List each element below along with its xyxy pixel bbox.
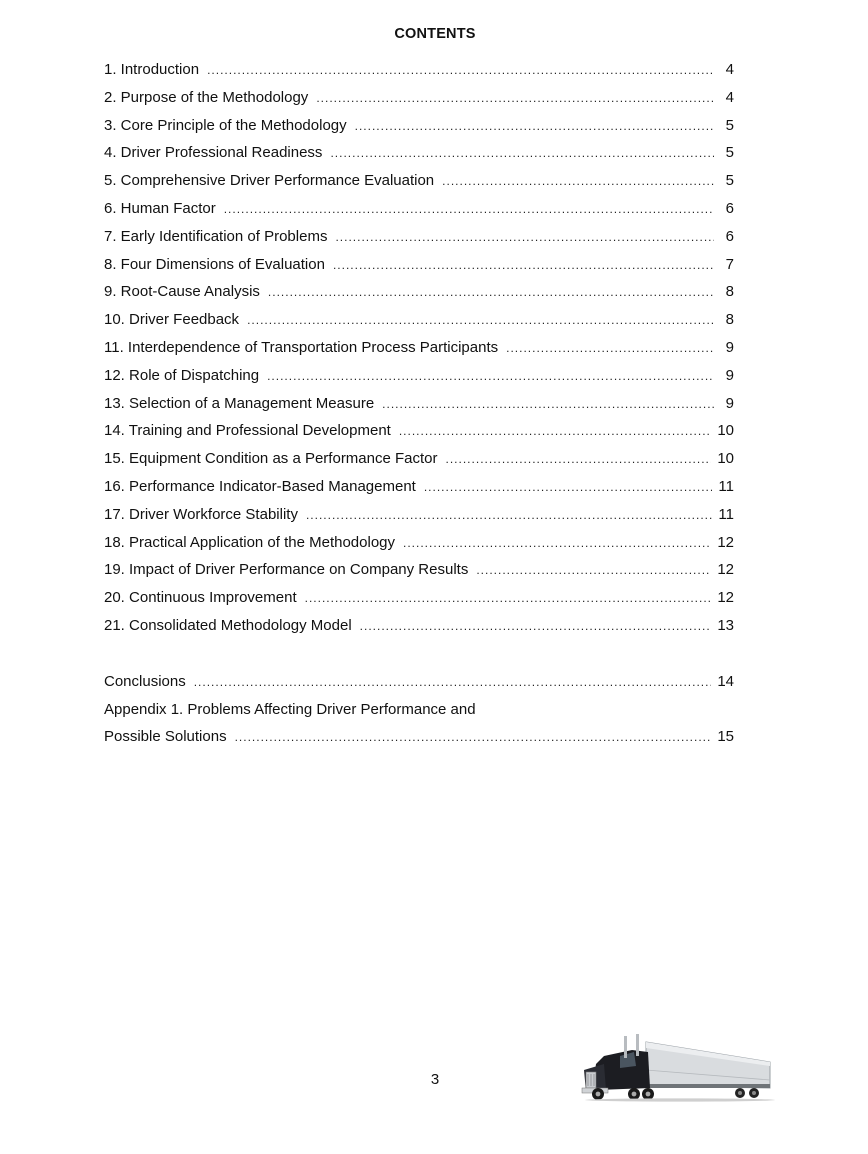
dot-leader xyxy=(316,85,714,113)
toc-entry-label: 13. Selection of a Management Measure xyxy=(104,394,375,412)
section-gap xyxy=(104,640,734,668)
dot-leader xyxy=(382,391,714,419)
toc-entry-label: 14. Training and Professional Development xyxy=(104,422,391,440)
dot-leader xyxy=(355,113,714,141)
dot-leader xyxy=(399,418,711,446)
dot-leader xyxy=(335,224,714,252)
toc-entry-18[interactable] xyxy=(104,529,734,557)
toc-entry-page: 9 xyxy=(725,394,734,412)
toc-entry-label: Possible Solutions xyxy=(104,728,227,746)
toc-entry-11[interactable] xyxy=(104,334,734,362)
toc-entry-label: 15. Equipment Condition as a Performance Factor xyxy=(104,450,438,468)
dot-leader xyxy=(305,585,712,613)
dot-leader xyxy=(333,252,714,280)
toc-entry-19[interactable] xyxy=(104,556,734,584)
toc-entry-4[interactable] xyxy=(104,139,734,167)
toc-entry-label: 18. Practical Application of the Methodology xyxy=(104,533,396,551)
toc-entry-label: 6. Human Factor xyxy=(104,199,216,217)
toc-entry-label: 2. Purpose of the Methodology xyxy=(104,88,309,106)
dot-leader xyxy=(506,335,714,363)
toc-entry-page: 7 xyxy=(725,255,734,273)
toc-entry-page: 4 xyxy=(725,88,734,106)
toc-entry-17[interactable] xyxy=(104,501,734,529)
toc-entry-page: 14 xyxy=(717,672,734,690)
page-title: CONTENTS xyxy=(394,26,476,42)
toc-entry-label: Conclusions xyxy=(104,672,186,690)
dot-leader xyxy=(446,446,712,474)
dot-leader xyxy=(442,168,714,196)
toc-entry-page: 5 xyxy=(725,144,734,162)
toc-entry-label: 1. Introduction xyxy=(104,61,200,78)
toc-entry-page: 5 xyxy=(725,172,734,190)
toc-entry-3[interactable] xyxy=(104,112,734,140)
toc-entry-label: 20. Continuous Improvement xyxy=(104,589,297,607)
toc-entry-page: 12 xyxy=(717,589,734,607)
dot-leader xyxy=(306,502,712,530)
dot-leader xyxy=(330,140,714,168)
dot-leader xyxy=(247,307,714,335)
toc-entry-appendix-line1[interactable] xyxy=(104,696,734,724)
page-number: 3 xyxy=(430,1071,440,1088)
toc-entry-15[interactable] xyxy=(104,445,734,473)
toc-entry-appendix-line2[interactable] xyxy=(104,723,734,751)
table-of-contents xyxy=(104,56,734,751)
toc-entry-page: 6 xyxy=(725,199,734,217)
toc-entry-1[interactable] xyxy=(104,56,734,84)
toc-entry-label: 12. Role of Dispatching xyxy=(104,366,260,384)
toc-entry-label: 7. Early Identification of Problems xyxy=(104,227,328,245)
toc-entry-5[interactable] xyxy=(104,167,734,195)
dot-leader xyxy=(194,669,712,697)
toc-entry-6[interactable] xyxy=(104,195,734,223)
dot-leader xyxy=(235,724,712,752)
toc-entry-page: 11 xyxy=(718,505,734,523)
toc-entry-label: 17. Driver Workforce Stability xyxy=(104,505,298,523)
toc-entry-label: 10. Driver Feedback xyxy=(104,311,240,329)
toc-entry-page: 15 xyxy=(717,728,734,746)
toc-entry-page: 8 xyxy=(725,311,734,329)
dot-leader xyxy=(207,57,714,85)
toc-entry-12[interactable] xyxy=(104,362,734,390)
toc-entry-label: 16. Performance Indicator-Based Management xyxy=(104,477,416,495)
toc-entry-label: 9. Root-Cause Analysis xyxy=(104,283,260,301)
dot-leader xyxy=(268,279,714,307)
toc-entry-9[interactable] xyxy=(104,278,734,306)
toc-entry-21[interactable] xyxy=(104,612,734,640)
dot-leader xyxy=(424,474,713,502)
toc-entry-page: 4 xyxy=(725,61,734,78)
dot-leader xyxy=(360,613,712,641)
toc-entry-16[interactable] xyxy=(104,473,734,501)
toc-entry-page: 9 xyxy=(725,338,734,356)
toc-entry-label: 21. Consolidated Methodology Model xyxy=(104,616,352,634)
toc-entry-14[interactable] xyxy=(104,417,734,445)
toc-entry-page: 11 xyxy=(718,477,734,495)
toc-entry-page: 6 xyxy=(725,227,734,245)
semi-truck-icon xyxy=(580,1030,775,1102)
toc-entry-page: 5 xyxy=(725,116,734,134)
toc-entry-label: 11. Interdependence of Transportation Process Participants xyxy=(104,338,499,356)
toc-entry-label: 19. Impact of Driver Performance on Company Results xyxy=(104,561,469,579)
toc-entry-2[interactable] xyxy=(104,84,734,112)
toc-entry-page: 12 xyxy=(717,533,734,551)
toc-entry-13[interactable] xyxy=(104,390,734,418)
toc-entry-10[interactable] xyxy=(104,306,734,334)
toc-entry-page: 13 xyxy=(717,616,734,634)
toc-entry-7[interactable] xyxy=(104,223,734,251)
toc-entry-page: 9 xyxy=(725,366,734,384)
toc-entry-conclusions[interactable] xyxy=(104,668,734,696)
toc-entry-label: 8. Four Dimensions of Evaluation xyxy=(104,255,325,273)
dot-leader xyxy=(224,196,714,224)
toc-entry-label: Appendix 1. Problems Affecting Driver Performance and xyxy=(104,700,476,718)
dot-leader xyxy=(403,530,711,558)
dot-leader xyxy=(476,557,711,585)
toc-entry-page: 10 xyxy=(717,422,734,440)
toc-entry-8[interactable] xyxy=(104,251,734,279)
toc-entry-label: 5. Comprehensive Driver Performance Evaluation xyxy=(104,172,435,190)
toc-entry-page: 12 xyxy=(717,561,734,579)
dot-leader xyxy=(267,363,714,391)
toc-entry-page: 10 xyxy=(717,450,734,468)
toc-entry-label: 4. Driver Professional Readiness xyxy=(104,144,323,162)
toc-entry-label: 3. Core Principle of the Methodology xyxy=(104,116,347,134)
toc-entry-20[interactable] xyxy=(104,584,734,612)
toc-entry-page: 8 xyxy=(725,283,734,301)
